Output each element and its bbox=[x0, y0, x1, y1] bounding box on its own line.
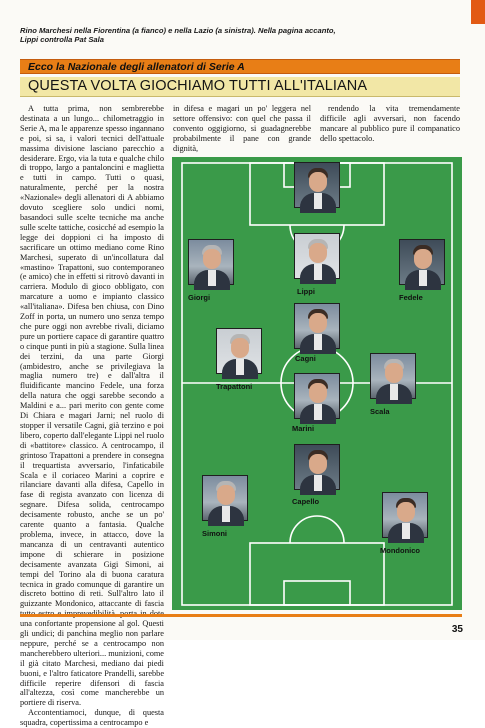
player-photo-zoff bbox=[294, 162, 340, 208]
player-photo-scala bbox=[370, 353, 416, 399]
headline-bar bbox=[20, 77, 460, 97]
player-photo-giorgi bbox=[188, 239, 234, 285]
article-column-1 bbox=[20, 104, 164, 728]
bottom-rule bbox=[20, 614, 462, 617]
page-corner-tab bbox=[471, 0, 485, 24]
page-number: 35 bbox=[451, 624, 463, 635]
article-paragraph: in difesa e magari un po' leggera nel settore offensivo: con quel che passa il convento oggigiorno, si guadagnerebbe probabilmente il pane con grande dignità, bbox=[173, 104, 311, 153]
player-name-lippi: Lippi bbox=[297, 287, 315, 296]
section-banner bbox=[20, 59, 460, 74]
player-name-trapattoni: Trapattoni bbox=[216, 382, 253, 391]
player-name-fedele: Fedele bbox=[399, 293, 423, 302]
player-photo-cagni bbox=[294, 303, 340, 349]
article-paragraph: Accontentiamoci, dunque, di questa squadra, copertissima a centrocampo e bbox=[20, 708, 164, 728]
player-photo-trapattoni bbox=[216, 328, 262, 374]
player-photo-fedele bbox=[399, 239, 445, 285]
player-name-marini: Marini bbox=[292, 424, 315, 433]
player-photo-mondonico bbox=[382, 492, 428, 538]
player-name-cagni: Cagni bbox=[295, 354, 316, 363]
article-column-2 bbox=[173, 104, 311, 152]
player-photo-capello bbox=[294, 444, 340, 490]
photo-caption: Rino Marchesi nella Fiorentina (a fianco) e nella Lazio (a sinistra). Nella pagina accanto, Lippi controlla Pat Sala bbox=[20, 26, 336, 44]
player-name-simoni: Simoni bbox=[202, 529, 228, 538]
player-photo-marini bbox=[294, 373, 340, 419]
player-name-mondonico: Mondonico bbox=[380, 546, 420, 555]
article-paragraph: A tutta prima, non sembrerebbe destinata a un lungo... chilometraggio in Serie A, ma le apparenze spesso ingannano e poi, si sa, i valori tecnici dell'attuale massima divisione lasciano parecchio a desiderare. Ergo, via la tuta e qualche chilo di troppo, largo a pantaloncini e maglietta e tutti in campo. Tutti o quasi, naturalmente, perché per la nostra «Nazionale» degli allenatori di A abbiamo dovuto scegliere solo undici nomi, basandoci sulle scelte tecniche ma anche sulle scelte tattiche, cosicché ad esempio la legge dei doppioni ci ha imposto di sacrificare un ottimo mediano come Rino Marchesi, superato di un'incollatura dal «mastino» Trapattoni, suo contemporaneo (e amico) che in effetti si ritrovò davanti in carriera. Modulo di gioco obbligato, con marcature a uomo e impianto classico «all'italiana». Difesa ben chiusa, con Dino Zoff in porta, un numero uno senza tempo che pure oggi non avrebbe rivali, diciamo pure un portiere capace di garantire quattro o cinque punti in più a stagione. Sulla linea dei terzini, da una parte Giorgi (ambidestro, anche se privilegiava la maglia numero tre) e dall'altra il fluidificante mancino Fedele, una forza della natura che oggi sarebbe secondo a Maldini e a... pari merito con gente come Di Chiara e magari Jarni; nel ruolo di stopper il versatile Cagni, già terzino e poi libero, coperto dall'elegante Lippi nel ruolo di «battitore» classico. A centrocampo, il grintoso Trapattoni a prendere in consegna il trequartista avversario, l'infaticabile Scala e il coriaceo Marini a coprire e rilanciare davanti alla difesa, Capello in fase di regista avanzato con licenza di segnare. Difesa solida, centrocampo decisamente robusto, anche se un po' carente quanto a fantasia. Qualche problema, invece, in attacco, dove la mancanza di un centravanti autentico impone di schierare in posizione decisamente avanzata Gigi Simoni, ai tempi del Torino ala di buona caratura tecnica in grado comunque di garantire un discreto bottino di reti. Sull'altro lato il guizzante Mondonico, attaccante di fascia una confortante propensione al gol. Questi gli undici; di panchina meglio non parlare neppure, perché se a centrocampo non mancherebbero ulteriori... munizioni, come il già citato Marchesi, mediano dai piedi buoni, e l'altro faticatore Prandelli, sarebbe difficile reperire difensori di fascia all'altezza, così come mancherebbe un portiere di riserva. bbox=[20, 104, 164, 708]
section-banner-text: Ecco la Nazionale degli allenatori di Serie A bbox=[28, 61, 245, 73]
headline: QUESTA VOLTA GIOCHIAMO TUTTI ALL'ITALIANA bbox=[28, 78, 368, 94]
player-photo-simoni bbox=[202, 475, 248, 521]
football-pitch bbox=[172, 157, 462, 610]
article-column-3 bbox=[320, 104, 460, 152]
player-name-scala: Scala bbox=[370, 407, 390, 416]
player-name-giorgi: Giorgi bbox=[188, 293, 211, 302]
article-paragraph: rendendo la vita tremendamente difficile agli avversari, non facendo mancare al pubblico pure il companatico dello spettacolo. bbox=[320, 104, 460, 143]
player-name-capello: Capello bbox=[292, 497, 320, 506]
player-photo-lippi bbox=[294, 233, 340, 279]
